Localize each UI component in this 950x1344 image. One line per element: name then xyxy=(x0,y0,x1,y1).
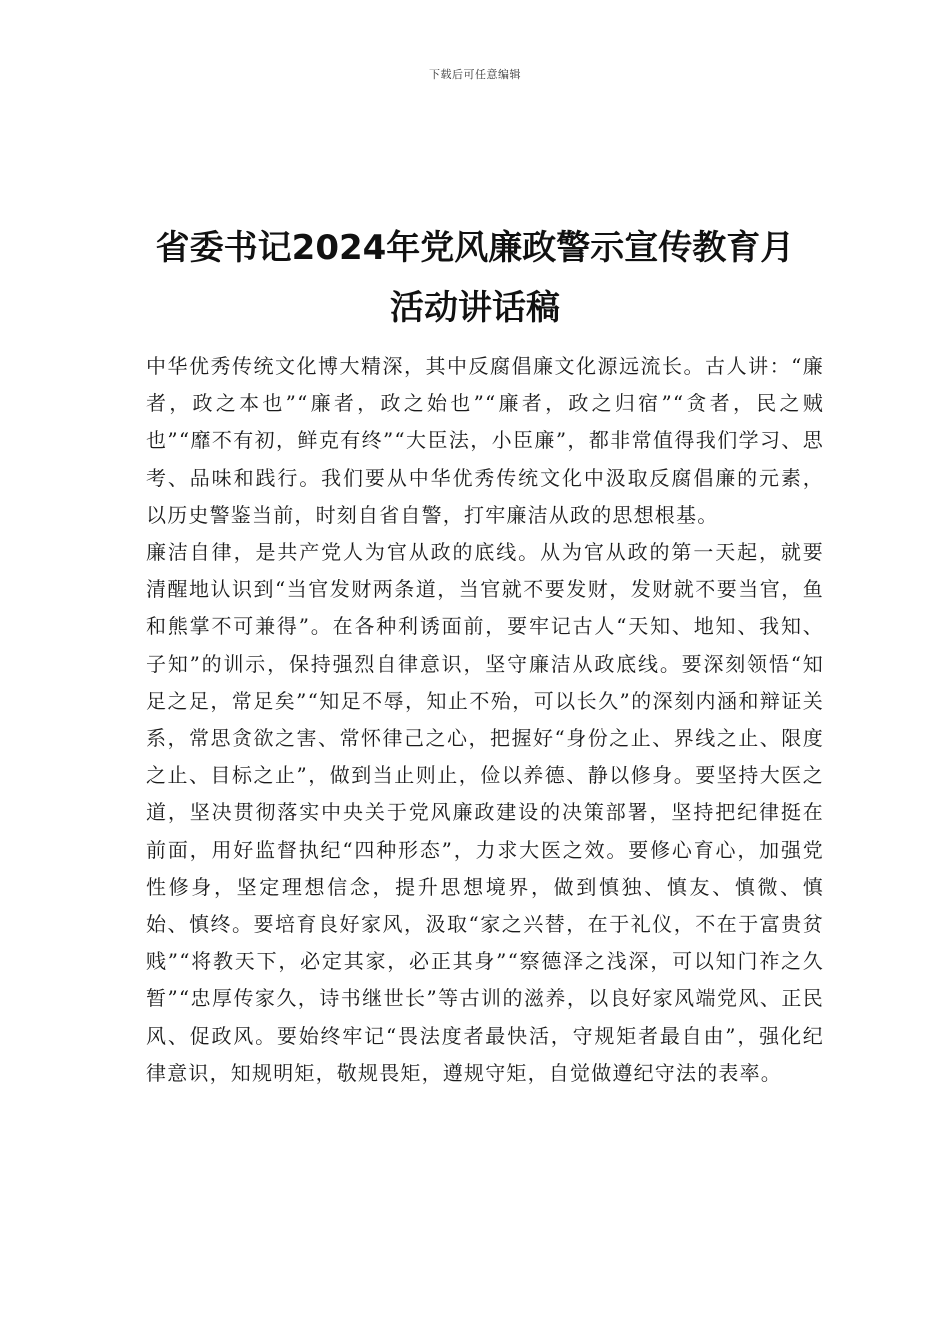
document-title xyxy=(100,218,850,338)
document-title-line-1: 省委书记2024年党风廉政警示宣传教育月 xyxy=(155,228,795,268)
document-body xyxy=(146,348,824,1092)
page-header-note: 下载后可任意编辑 xyxy=(429,68,521,81)
document-title-line-2: 活动讲话稿 xyxy=(390,288,560,328)
body-paragraph-2: 廉洁自律，是共产党人为官从政的底线。从为官从政的第一天起，就要清醒地认识到“当官发财两条道，当官就不要发财，发财就不要当官，鱼和熊掌不可兼得”。在各种利诱面前，要牢记古人“天知、地知、我知、子知”的训示，保持强烈自律意识，坚守廉洁从政底线。要深刻领悟“知足之足，常足矣”“知足不辱，知止不殆，可以长久”的深刻内涵和辩证关系，常思贪欲之害、常怀律己之心，把握好“身份之止、界线之止、限度之止、目标之止”，做到当止则止，俭以养德、静以修身。要坚持大医之道，坚决贯彻落实中央关于党风廉政建设的决策部署，坚持把纪律挺在前面，用好监督执纪“四种形态”，力求大医之效。要修心育心，加强党性修身，坚定理想信念，提升思想境界，做到慎独、慎友、慎微、慎始、慎终。要培育良好家风，汲取“家之兴替，在于礼仪，不在于富贵贫贱”“将教天下，必定其家，必正其身”“察德泽之浅深，可以知门祚之久暂”“忠厚传家久，诗书继世长”等古训的滋养，以良好家风端党风、正民风、促政风。要始终牢记“畏法度者最快活，守规矩者最自由”，强化纪律意识，知规明矩，敬规畏矩，遵规守矩，自觉做遵纪守法的表率。 xyxy=(146,540,824,1085)
body-paragraph-1: 中华优秀传统文化博大精深，其中反腐倡廉文化源远流长。古人讲：“廉者，政之本也”“廉者，政之始也”“廉者，政之归宿”“贪者，民之贼也”“靡不有初，鲜克有终”“大臣法，小臣廉”，都非常值得我们学习、思考、品味和践行。我们要从中华优秀传统文化中汲取反腐倡廉的元素，以历史警鉴当前，时刻自省自警，打牢廉洁从政的思想根基。 xyxy=(146,354,824,527)
